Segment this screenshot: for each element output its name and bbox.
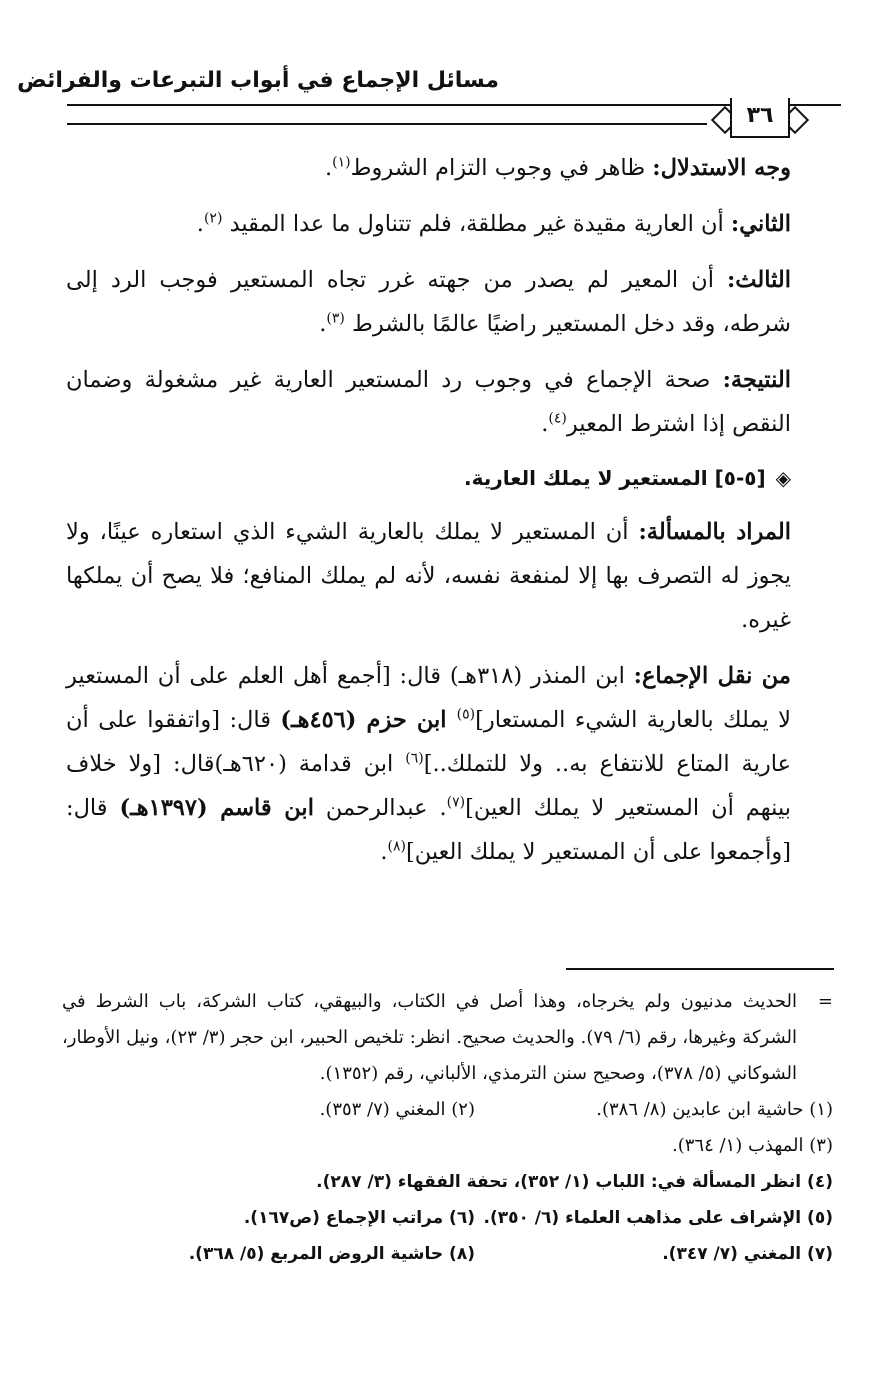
footnote-row — [62, 1164, 833, 1200]
footnote-6: (٦) مراتب الإجماع (ص١٦٧). — [243, 1208, 475, 1228]
section-title: [٥-٥] المستعير لا يملك العارية. — [464, 466, 766, 490]
footnote-ref: (٤) — [548, 410, 567, 427]
paragraph-text: صحة الإجماع في وجوب رد المستعير العارية غير مشغولة وضمان النقص إذا اشترط المعير — [66, 367, 791, 437]
footnote-5: (٥) الإشراف على مذاهب العلماء (٦/ ٣٥٠). — [483, 1208, 833, 1228]
footnote-row — [62, 1128, 833, 1164]
paragraph-text: ظاهر في وجوب التزام الشروط — [350, 155, 653, 181]
body-text — [66, 146, 791, 886]
paragraph-third — [66, 258, 791, 346]
paragraph-text: أن المعير لم يصدر من جهته غرر تجاه المستعير فوجب الرد إلى شرطه، وقد دخل المستعير راضيًا عالمًا بالشرط — [66, 267, 791, 337]
paragraph-end: . — [196, 211, 204, 237]
footnote-8: (٨) حاشية الروض المربع (٥/ ٣٦٨). — [188, 1244, 475, 1264]
page-number: ٣٦ — [746, 103, 774, 128]
scholar-name: ابن حزم (٤٥٦هـ) — [280, 707, 457, 733]
footnotes — [62, 984, 833, 1272]
footnote-continuation — [62, 984, 833, 1092]
footnote-1: (١) حاشية ابن عابدين (٨/ ٣٨٦). — [596, 1099, 833, 1120]
header-ornament-line — [67, 123, 707, 125]
footnote-4: (٤) انظر المسألة في: اللباب (١/ ٣٥٢)، تحفة الفقهاء (٣/ ٢٨٧). — [316, 1172, 833, 1192]
footnote-ref: (٨) — [387, 838, 406, 855]
paragraph-end: . — [541, 411, 549, 437]
paragraph-meaning — [66, 510, 791, 642]
paragraph-result — [66, 358, 791, 446]
footnote-row — [62, 1200, 833, 1236]
paragraph-end: . — [319, 311, 327, 337]
paragraph-text: أن العارية مقيدة غير مطلقة، فلم تتناول ما عدا المقيد — [222, 211, 731, 237]
footnote-ref: (٧) — [446, 794, 466, 811]
paragraph-consensus — [66, 654, 791, 874]
paragraph-text: أن المستعير لا يملك بالعارية الشيء الذي استعاره عينًا، ولا يجوز له التصرف بها إلا لمنفعة نفسه، لأنه لم يملك المنافع؛ فلا يصح أن يملكها غيره. — [66, 519, 791, 633]
footnote-2: (٢) المغني (٧/ ٣٥٣). — [319, 1099, 475, 1120]
scholar-name: ابن قاسم (١٣٩٧هـ) — [119, 795, 314, 821]
continuation-text: الحديث مدنيون ولم يخرجاه، وهذا أصل في الكتاب، والبيهقي، كتاب الشركة، باب الشرط في الشركة وغيرها، رقم (٦/ ٧٩). والحديث صحيح. انظر: تلخيص الحبير، ابن حجر (٣/ ٢٣)، ونيل الأوطار، الشوكاني (٥/ ٣٧٨)، وصحيح سنن الترمذي، الألباني، رقم (١٣٥٢). — [62, 991, 797, 1084]
paragraph-second — [66, 202, 791, 246]
paragraph-lead: الثالث: — [726, 267, 791, 293]
continuation-marker: = — [817, 991, 833, 1012]
paragraph-lead: وجه الاستدلال: — [652, 155, 791, 181]
footnote-ref: (١) — [332, 154, 351, 171]
paragraph-text: ابن المنذر (٣١٨هـ) قال: [أجمع أهل العلم على أن المستعير لا يملك بالعارية الشيء المستعار] — [66, 663, 791, 733]
footnote-separator — [566, 968, 834, 970]
footnote-ref: (٦) — [405, 750, 424, 767]
paragraph-lead: النتيجة: — [722, 367, 791, 393]
paragraph-lead: الثاني: — [730, 211, 791, 237]
footnote-ref: (٢) — [203, 210, 223, 227]
paragraph-text: قال: [واتفقوا على أن عارية المتاع للانتفاع به.. ولا للتملك..] — [66, 707, 791, 777]
page-number-box — [712, 98, 808, 138]
footnote-ref: (٣) — [326, 310, 345, 327]
paragraph-text: قال: [وأجمعوا على أن المستعير لا يملك العين] — [66, 795, 791, 865]
paragraph-end: . — [380, 839, 388, 865]
footnote-ref: (٥) — [456, 706, 476, 723]
paragraph-end: . — [325, 155, 333, 181]
paragraph-lead: المراد بالمسألة: — [638, 519, 791, 545]
paragraph-text: ابن قدامة (٦٢٠هـ)قال: [ولا خلاف بينهم أن المستعير لا يملك العين] — [66, 751, 791, 821]
footnote-3: (٣) المهذب (١/ ٣٦٤). — [671, 1135, 833, 1156]
diamond-icon: ◈ — [775, 466, 791, 490]
footnote-row — [62, 1092, 833, 1128]
running-title: مسائل الإجماع في أبواب التبرعات والفرائض — [17, 68, 499, 93]
paragraph-text: . عبدالرحمن — [313, 795, 447, 821]
footnote-7: (٧) المغني (٧/ ٣٤٧). — [662, 1244, 833, 1264]
paragraph-lead: من نقل الإجماع: — [633, 663, 791, 689]
paragraph-istidlal — [66, 146, 791, 190]
footnote-row — [62, 1236, 833, 1272]
section-heading — [66, 458, 791, 498]
